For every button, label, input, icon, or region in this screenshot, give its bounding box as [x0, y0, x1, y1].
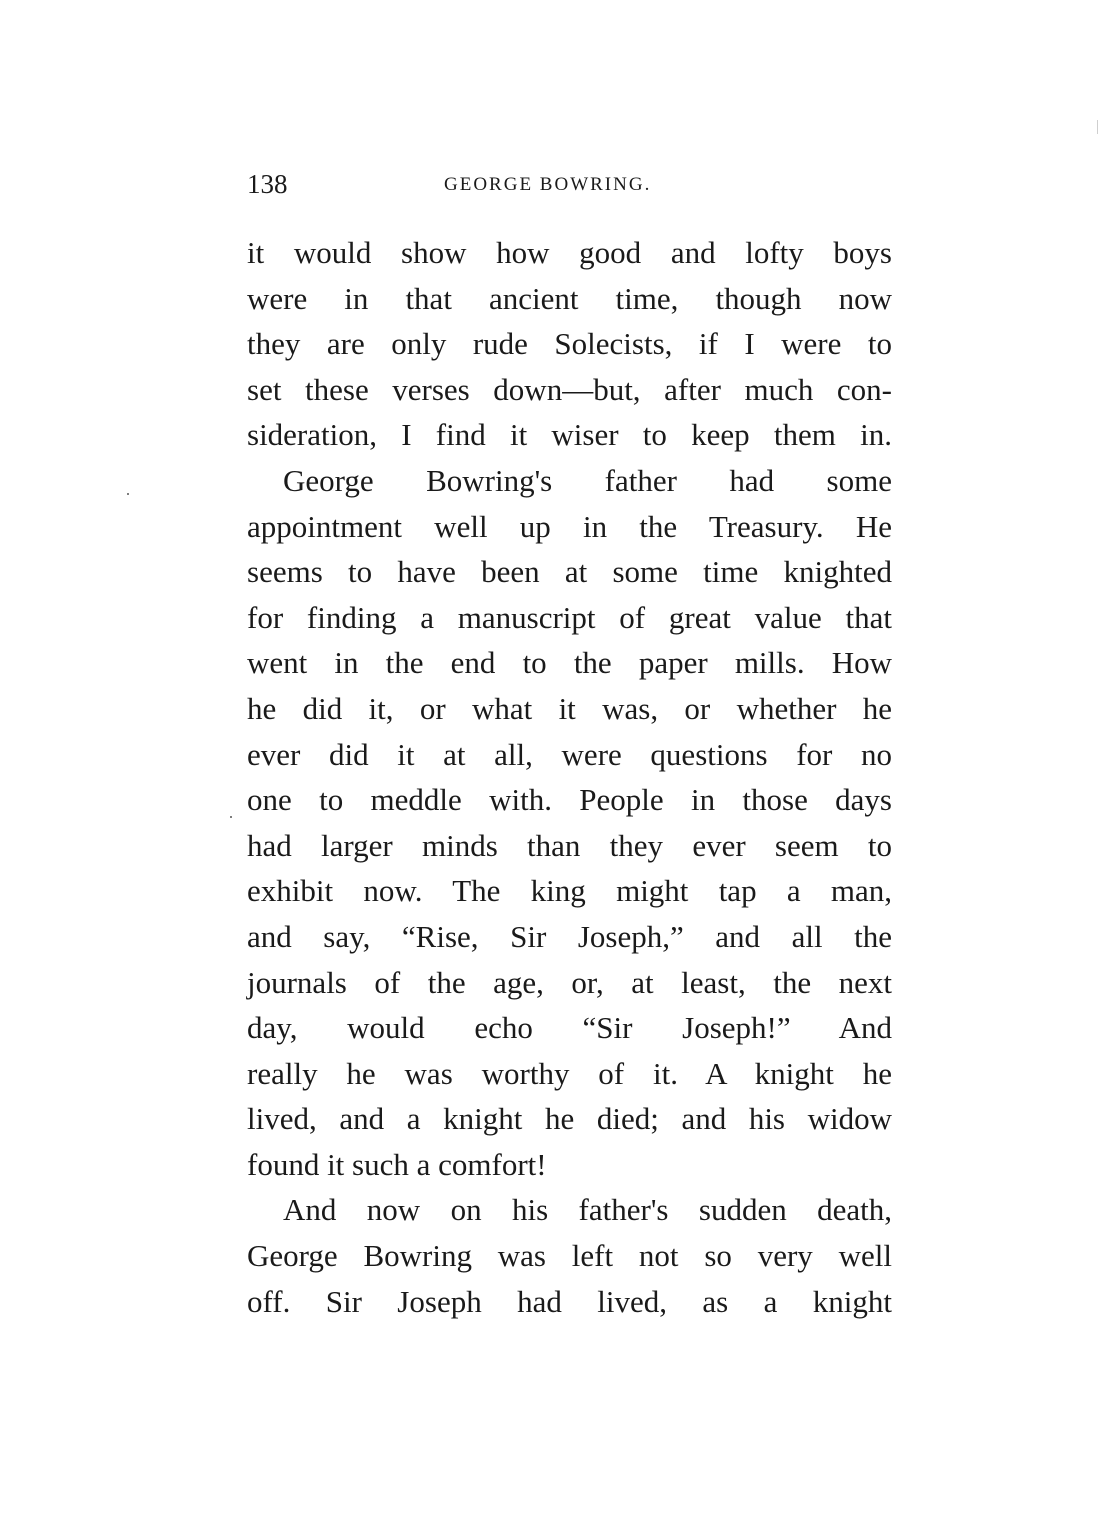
text-line: ever did it at all, were questions for no	[247, 736, 892, 772]
text-line: sideration, I find it wiser to keep them in.	[247, 417, 892, 453]
text-line: George Bowring's father had some	[283, 462, 892, 498]
text-line: lived, and a knight he died; and his widow	[247, 1101, 892, 1137]
text-line: it would show how good and lofty boys	[247, 235, 892, 270]
text-line: they are only rude Solecists, if I were to	[247, 326, 892, 362]
paragraph-3	[247, 1187, 892, 1324]
text-line: had larger minds than they ever seem to	[247, 827, 892, 863]
paragraph-2	[247, 458, 892, 1188]
text-line: one to meddle with. People in those days	[247, 782, 892, 818]
paragraph-1	[247, 230, 892, 458]
text-line: he did it, or what it was, or whether he	[247, 690, 892, 726]
text-line: day, would echo “Sir Joseph!” And	[247, 1010, 892, 1046]
text-line: set these verses down—but, after much con-	[247, 371, 892, 407]
text-line: found it such a comfort!	[247, 1146, 547, 1182]
text-line: appointment well up in the Treasury. He	[247, 508, 892, 544]
text-line: for finding a manuscript of great value that	[247, 599, 892, 635]
scan-speck	[230, 816, 232, 818]
text-line: really he was worthy of it. A knight he	[247, 1055, 892, 1091]
running-title: GEORGE BOWRING.	[444, 174, 652, 195]
page-number: 138	[247, 169, 288, 199]
text-line: off. Sir Joseph had lived, as a knight	[247, 1283, 892, 1319]
text-line: were in that ancient time, though now	[247, 280, 892, 316]
text-line: seems to have been at some time knighted	[247, 554, 892, 590]
text-line: journals of the age, or, at least, the next	[247, 964, 892, 1000]
text-line: went in the end to the paper mills. How	[247, 645, 892, 681]
body-text	[247, 230, 892, 1324]
text-line: and say, “Rise, Sir Joseph,” and all the	[247, 918, 892, 954]
scan-speck	[127, 493, 129, 495]
text-line: exhibit now. The king might tap a man,	[247, 873, 892, 909]
text-line: And now on his father's sudden death,	[283, 1192, 892, 1228]
text-line: George Bowring was left not so very well	[247, 1238, 892, 1274]
scan-edge-mark	[1097, 120, 1098, 134]
